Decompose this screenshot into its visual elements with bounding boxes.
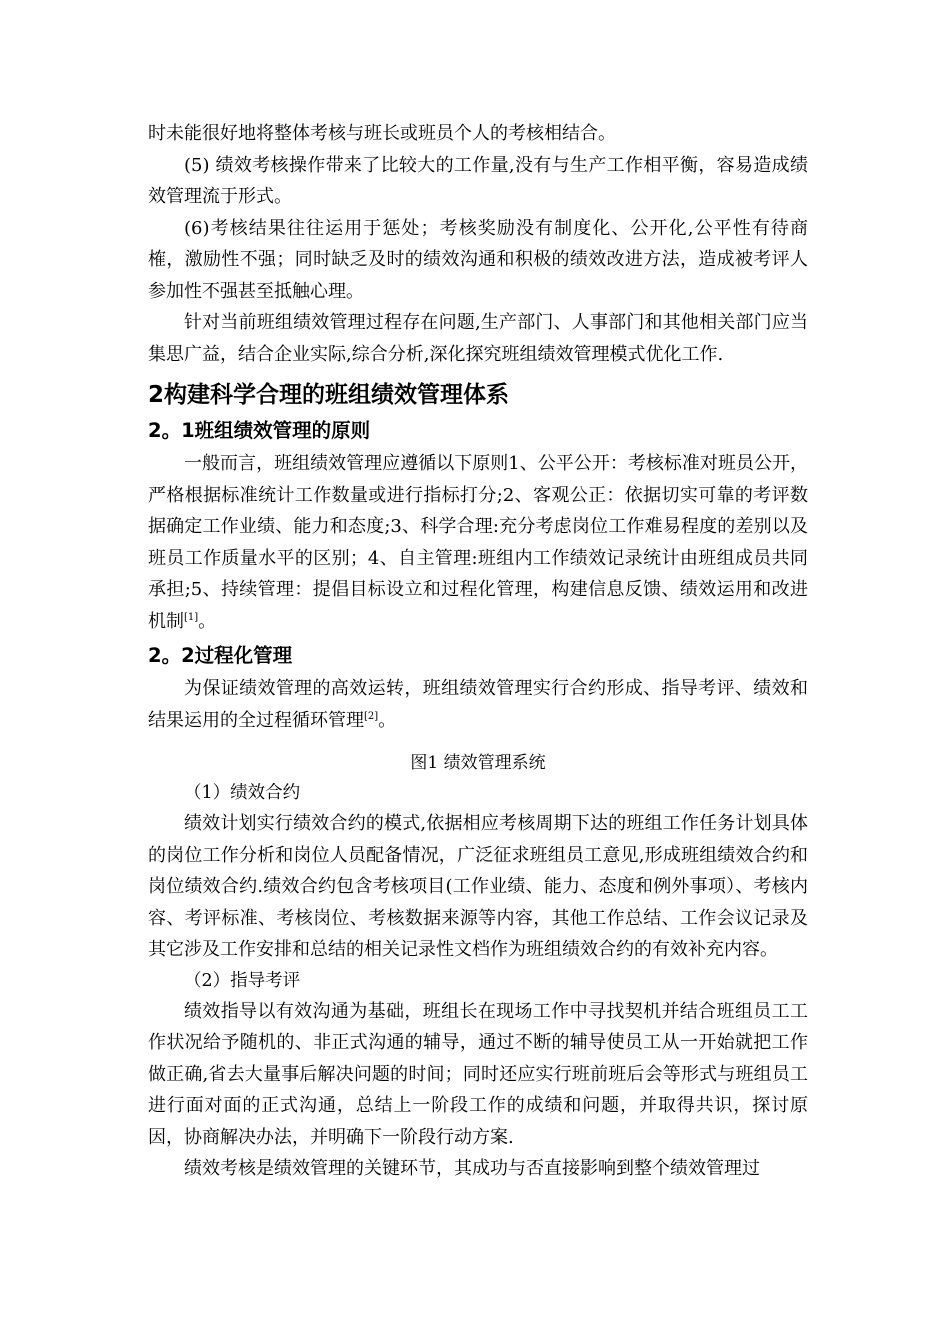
process-end: 。 [378, 709, 397, 731]
paragraph-assessment: 绩效考核是绩效管理的关键环节，其成功与否直接影响到整个绩效管理过 [184, 1158, 760, 1179]
paragraph-contract: 绩效计划实行绩效合约的模式,依据相应考核周期下达的班组工作任务计划具体的岗位工作分析和岗位人员配备情况，广泛征求班组员工意见,形成班组绩效合约和岗位绩效合约.绩效合约包含考核项目(工作业绩、能力、态度和例外事项）、考核内容、考评标准、考核岗位、考核数据来源等内容，其他工作总结、工作会议记录及其它涉及工作安排和总结的相关记录性文档作为班组绩效合约的有效补充内容。 [148, 813, 808, 960]
paragraph-continuation: 时未能很好地将整体考核与班长或班员个人的考核相结合。 [148, 123, 616, 144]
process-text: 为保证绩效管理的高效运转，班组绩效管理实行合约形成、指导考评、绩效和结果运用的全过程循环管理 [148, 678, 808, 731]
citation-1: [1] [184, 611, 199, 623]
paragraph-item-6: (6)考核结果往往运用于惩处；考核奖励没有制度化、公开化,公平性有待商榷，激励性不强；同时缺乏及时的绩效沟通和积极的绩效改进方法，造成被考评人参加性不强甚至抵触心理。 [148, 217, 808, 302]
subheading-guidance: （2）指导考评 [184, 970, 301, 991]
section-heading-2: 2构建科学合理的班组绩效管理体系 [148, 382, 510, 408]
paragraph-principles [148, 448, 808, 637]
paragraph-summary: 针对当前班组绩效管理过程存在问题,生产部门、人事部门和其他相关部门应当集思广益，结合企业实际,综合分析,深化探究班组绩效管理模式优化工作. [148, 312, 808, 365]
principles-end: 。 [198, 610, 217, 632]
citation-2: [2] [364, 710, 379, 722]
subsection-heading-2-2: 2。2过程化管理 [148, 644, 293, 667]
paragraph-process [148, 673, 808, 736]
figure-caption: 图1 绩效管理系统 [410, 753, 546, 773]
paragraph-guidance: 绩效指导以有效沟通为基础，班组长在现场工作中寻找契机并结合班组员工工作状况给予随机的、非正式沟通的辅导，通过不断的辅导使员工从一开始就把工作做正确,省去大量事后解决问题的时间；同时还应实行班前班后会等形式与班组员工进行面对面的正式沟通，总结上一阶段工作的成绩和问题，并取得共识，探讨原因，协商解决办法，并明确下一阶段行动方案. [148, 1000, 808, 1148]
subsection-heading-2-1: 2。1班组绩效管理的原则 [148, 419, 371, 442]
paragraph-item-5: (5) 绩效考核操作带来了比较大的工作量,没有与生产工作相平衡，容易造成绩效管理流于形式。 [148, 154, 808, 207]
subheading-contract: （1）绩效合约 [184, 783, 301, 803]
principles-text: 一般而言，班组绩效管理应遵循以下原则1、公平公开：考核标准对班员公开，严格根据标准统计工作数量或进行指标打分;2、客观公正：依据切实可靠的考评数据确定工作业绩、能力和态度;3、科学合理:充分考虑岗位工作难易程度的差别以及班员工作质量水平的区别；4、自主管理:班组内工作绩效记录统计由班组成员共同承担;5、持续管理：提倡目标设立和过程化管理，构建信息反馈、绩效运用和改进机制 [148, 453, 808, 632]
document-page [148, 118, 808, 1185]
